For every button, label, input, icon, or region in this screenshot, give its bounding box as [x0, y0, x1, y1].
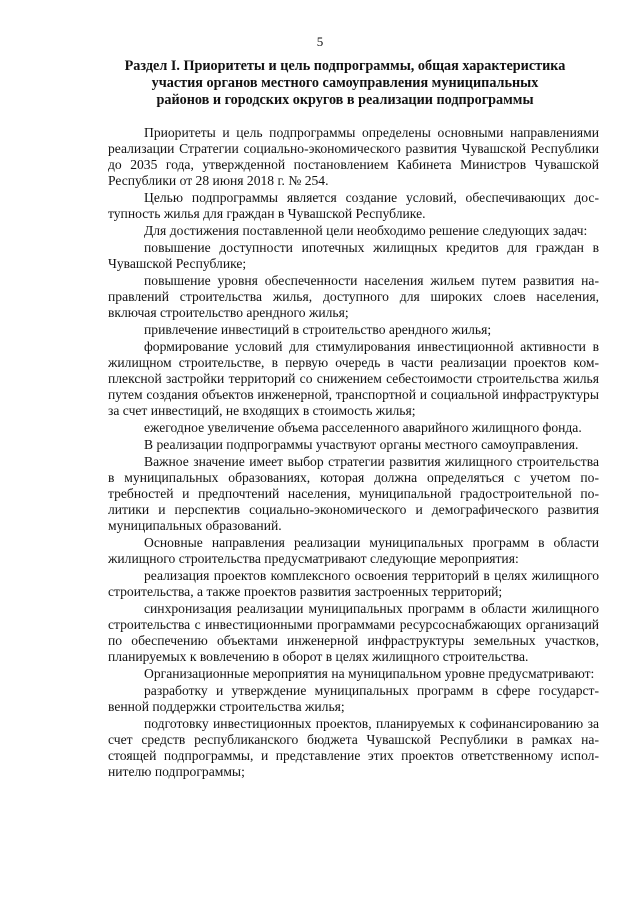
list-item: повышение уровня обеспеченности населения жильем путем развития направлений строительства жилья, доступного для широких слоев населения, включая строительство арендного жилья; — [108, 273, 599, 320]
section-heading-line: участия органов местного самоуправления муниципальных — [151, 75, 539, 91]
list-item: реализация проектов комплексного освоения территорий в целях жилищного строительства, а также проектов развития застроенных территорий; — [108, 568, 599, 599]
paragraph: Целью подпрограммы является создание условий, обеспечивающих доступность жилья для граждан в Чувашской Республике. — [108, 190, 599, 221]
document-body — [108, 125, 599, 781]
paragraph: Организационные мероприятия на муниципальном уровне предусматривают: — [144, 666, 595, 681]
paragraph: Приоритеты и цель подпрограммы определены основными направлениями реализации Стратегии социально-экономического развития Чувашской Республики до 2035 года, утвержденной постановлением Кабинета Министров Чувашской Республики от 28 июня 2018 г. № 254. — [108, 125, 599, 188]
page-number: 5 — [316, 34, 324, 49]
list-item: подготовку инвестиционных проектов, планируемых к софинансированию за счет средств республиканского бюджета Чувашской Республики в рамках настоящей подпрограммы, и представление этих проектов ответственному исполнителю подпрограммы; — [108, 716, 599, 779]
list-item: привлечение инвестиций в строительство арендного жилья; — [144, 322, 492, 337]
list-item: разработку и утверждение муниципальных программ в сфере государственной поддержки строительства жилья; — [108, 683, 599, 714]
paragraph: Важное значение имеет выбор стратегии развития жилищного строительства в муниципальных образованиях, которая должна определяться с учетом потребностей и предпочтений населения, муниципальной градостроительной политики и перспектив социально-экономического и демографического развития муниципальных образований. — [108, 454, 599, 533]
section-heading-line: районов и городских округов в реализации подпрограммы — [156, 92, 534, 108]
paragraph: Основные направления реализации муниципальных программ в области жилищного строительства предусматривают следующие мероприятия: — [108, 535, 599, 566]
list-item: формирование условий для стимулирования инвестиционной активности в жилищном строительстве, в первую очередь в части реализации проектов комплексной застройки территорий со снижением себестоимости строительства жилья путем создания объектов инженерной, транспортной и социальной инфраструктуры за счет инвестиций, не входящих в стоимость жилья; — [108, 339, 599, 418]
section-heading-line: Раздел I. Приоритеты и цель подпрограммы, общая характеристика — [124, 58, 566, 74]
list-item: ежегодное увеличение объема расселенного аварийного жилищного фонда. — [144, 420, 582, 435]
list-item: синхронизация реализации муниципальных программ в области жилищного строительства с инвестиционными программами ресурсоснабжающих организаций по обеспечению объектами инженерной инфраструктуры земельных участков, планируемых к вовлечению в оборот в целях жилищного строительства. — [108, 601, 599, 664]
paragraph: В реализации подпрограммы участвуют органы местного самоуправления. — [144, 437, 579, 452]
list-item: повышение доступности ипотечных жилищных кредитов для граждан в Чувашской Республике; — [108, 240, 599, 271]
paragraph: Для достижения поставленной цели необходимо решение следующих задач: — [144, 223, 588, 238]
section-heading — [90, 58, 600, 109]
